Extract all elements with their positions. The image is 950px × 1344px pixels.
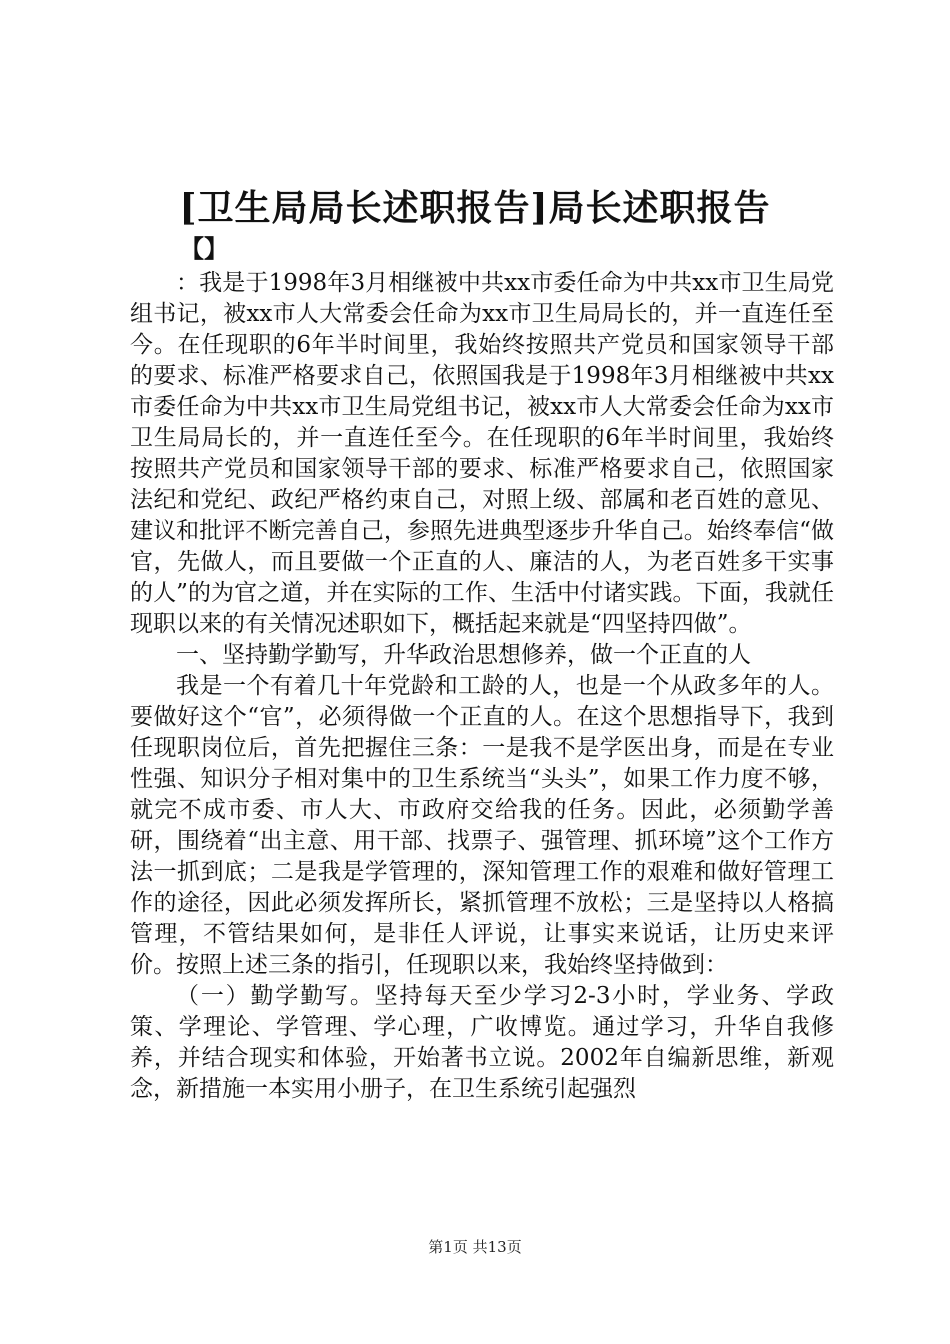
document-body — [130, 268, 834, 1105]
page-footer: 第1页 共13页 — [428, 1238, 522, 1256]
paragraph-section-1: 我是一个有着几十年党龄和工龄的人，也是一个从政多年的人。要做好这个“官”，必须得做一个正直的人。在这个思想指导下，我到任现职岗位后，首先把握住三条：一是我不是学医出身，而是在专业性强、知识分子相对集中的卫生系统当“头头”，如果工作力度不够，就完不成市委、市人大、市政府交给我的任务。因此，必须勤学善研，围绕着“出主意、用干部、找票子、强管理、抓环境”这个工作方法一抓到底；二是我是学管理的，深知管理工作的艰难和做好管理工作的途径，因此必须发挥所长，紧抓管理不放松；三是坚持以人格搞管理，不管结果如何，是非任人评说，让事实来说话，让历史来评价。按照上述三条的指引，任现职以来，我始终坚持做到： — [130, 673, 834, 978]
paragraph-intro: ：我是于1998年3月相继被中共xx市委任命为中共xx市卫生局党组书记，被xx市人大常委会任命为xx市卫生局局长的，并一直连任至今。在任现职的6年半时间里，我始终按照共产党员和国家领导干部的要求、标准严格要求自己，依照国我是于1998年3月相继被中共xx市委任命为中共xx市卫生局党组书记，被xx市人大常委会任命为xx市卫生局局长的，并一直连任至今。在任现职的6年半时间里，我始终按照共产党员和国家领导干部的要求、标准严格要求自己，依照国家法纪和党纪、政纪严格约束自己，对照上级、部属和老百姓的意见、建议和批评不断完善自己，参照先进典型逐步升华自己。始终奉信“做官，先做人，而且要做一个正直的人、廉洁的人，为老百姓多干实事的人”的为官之道，并在实际的工作、生活中付诸实践。下面，我就任现职以来的有关情况述职如下，概括起来就是“四坚持四做”。 — [130, 270, 834, 637]
paragraph-subsection-1: （一）勤学勤写。坚持每天至少学习2-3小时，学业务、学政策、学理论、学管理、学心理，广收博览。通过学习，升华自我修养，并结合现实和体验，开始著书立说。2002年自编新思维，新观念，新措施一本实用小册子，在卫生系统引起强烈 — [130, 983, 834, 1102]
document-title: [卫生局局长述职报告]局长述职报告 — [179, 187, 771, 229]
section-heading-1: 一、坚持勤学勤写，升华政治思想修养，做一个正直的人 — [176, 642, 751, 668]
bracket-marker: 【】 — [180, 234, 228, 263]
